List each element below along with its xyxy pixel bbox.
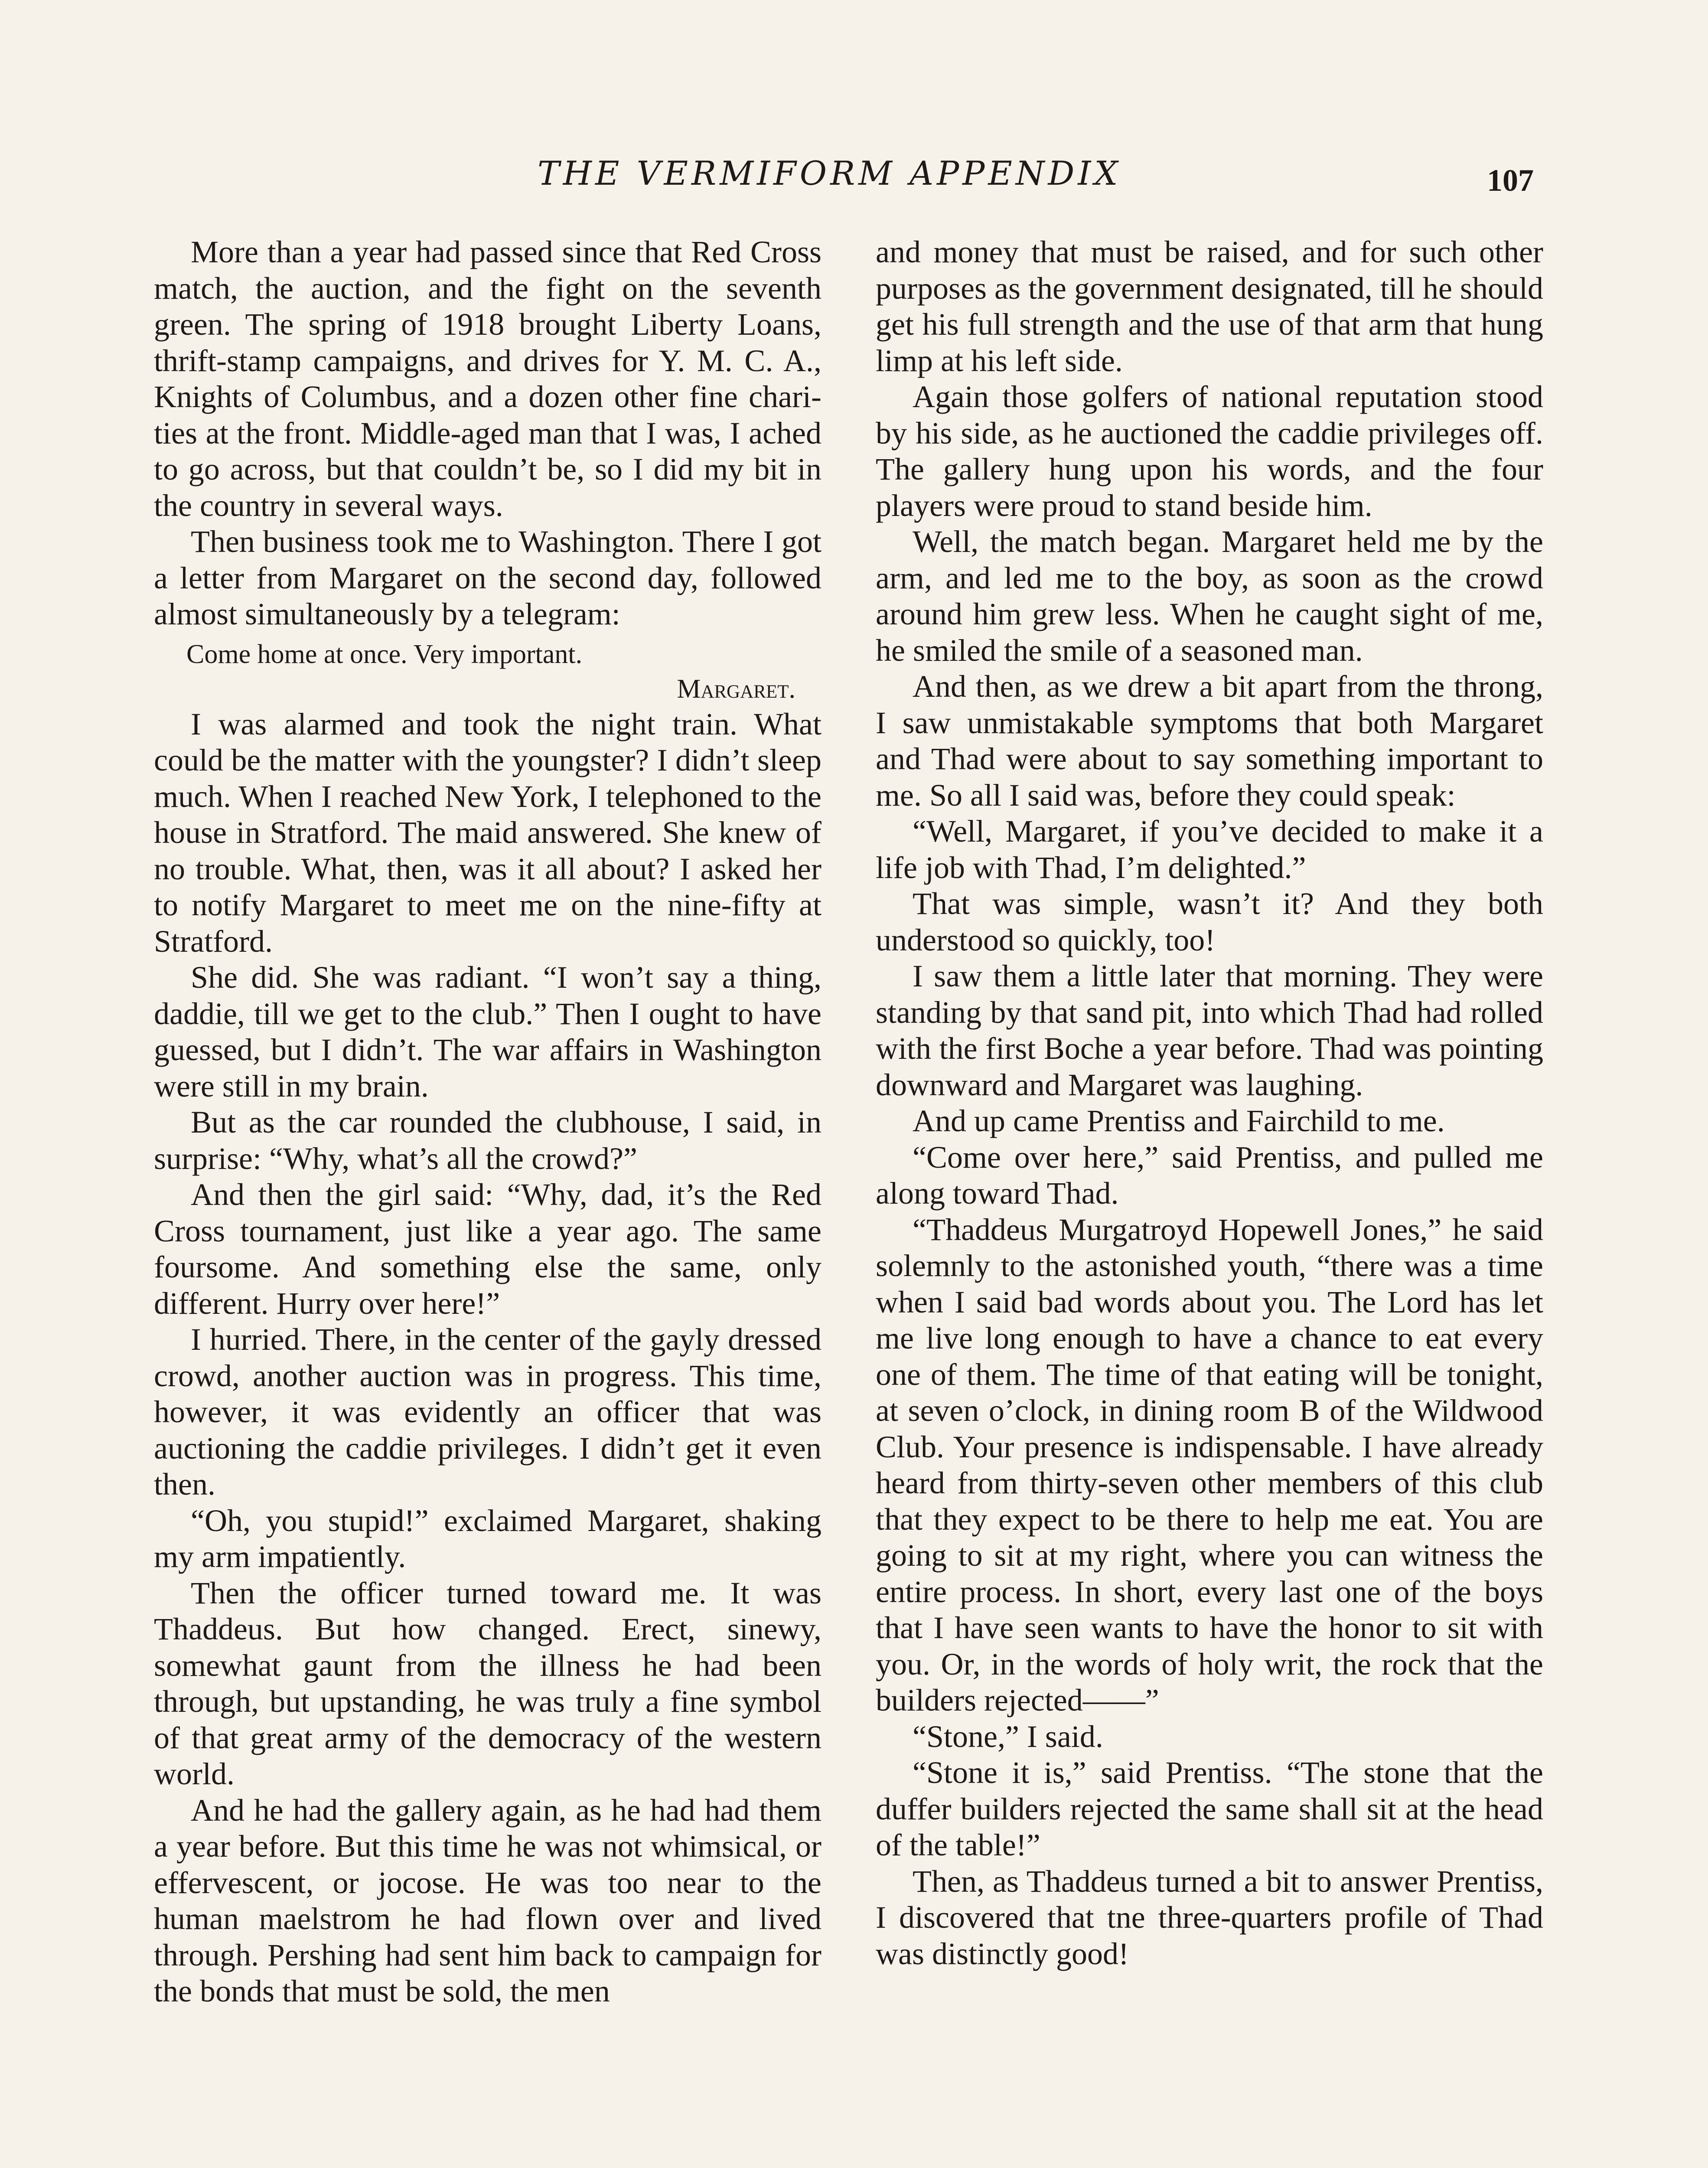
page-number: 107 <box>1487 163 1534 198</box>
paragraph: That was simple, wasn’t it? And they both understood so quickly, too! <box>876 886 1543 957</box>
paragraph: And he had the gallery again, as he had had them a year before. But this time he was not whimsical, or effervescent, or jocose. He was too near to the human maelstrom he had flown over and lived through. Pershing had sent him back to campaign for the bonds that must be sold, the men <box>154 1793 821 2008</box>
running-title: THE VERMIFORM APPENDIX <box>538 154 1121 193</box>
paragraph: And then, as we drew a bit apart from the throng, I saw unmistakable symptoms that both Margaret and Thad were about to say something important to me. So all I said was, before they could speak: <box>876 669 1543 813</box>
paragraph: Then, as Thaddeus turned a bit to answer Prentiss, I discovered that tne three-quarters profile of Thad was distinctly good! <box>876 1864 1543 1971</box>
paragraph: “Stone,” I said. <box>913 1719 1103 1754</box>
paragraph: “Stone it is,” said Prentiss. “The stone that the duffer builders rejected the same shall sit at the head of the table!” <box>876 1755 1543 1862</box>
telegram-signature: Margaret. <box>677 674 795 704</box>
telegram <box>154 637 821 706</box>
paragraph: I was alarmed and took the night train. What could be the matter with the youngster? I didn’t sleep much. When I reached New York, I telephoned to the house in Stratford. The maid answered. She knew of no trouble. What, then, was it all about? I asked her to notify Margaret to meet me on the nine-fifty at Stratford. <box>154 706 821 959</box>
telegram-body: Come home at once. Very important. <box>186 639 583 669</box>
paragraph: Then the officer turned toward me. It was Thaddeus. But how changed. Erect, sinewy, somewhat gaunt from the illness he had been through, but upstanding, he was truly a fine symbol of that great army of the democracy of the western world. <box>154 1575 821 1791</box>
paragraph: But as the car rounded the clubhouse, I said, in surprise: “Why, what’s all the crowd?” <box>154 1105 821 1176</box>
paragraph: Well, the match began. Margaret held me by the arm, and led me to the boy, as soon as the crowd around him grew less. When he caught sight of me, he smiled the smile of a seasoned man. <box>876 524 1543 668</box>
paragraph-continuation: and money that must be raised, and for such other purposes as the government designated, till he should get his full strength and the use of that arm that hung limp at his left side. <box>876 235 1543 378</box>
paragraph: “Thaddeus Murgatroyd Hopewell Jones,” he said solemnly to the astonished youth, “there was a time when I said bad words about you. The Lord has let me live long enough to have a chance to eat every one of them. The time of that eating will be tonight, at seven o’clock, in dining room B of the Wildwood Club. Your presence is indispensable. I have already heard from thirty-seven other members of this club that they expect to be there to help me eat. You are going to sit at my right, where you can witness the entire process. In short, every last one of the boys that I have seen wants to have the honor to sit with you. Or, in the words of holy writ, the rock that the builders rejected——” <box>876 1212 1543 1717</box>
paragraph: Again those golfers of national reputation stood by his side, as he auctioned the caddie privileges off. The gallery hung upon his words, and the four players were proud to stand beside him. <box>876 379 1543 523</box>
paragraph: And then the girl said: “Why, dad, it’s the Red Cross tournament, just like a year ago. The same foursome. And something else the same, only different. Hurry over here!” <box>154 1177 821 1321</box>
paragraph: More than a year had passed since that Red Cross match, the auction, and the fight on the seventh green. The spring of 1918 brought Liberty Loans, thrift-stamp campaigns, and drives for Y. M. C. A., Knights of Columbus, and a dozen other fine charities at the front. Middle-aged man that I was, I ached to go across, but that couldn’t be, so I did my bit in the country in several ways. <box>154 235 821 523</box>
paragraph: Then business took me to Washington. There I got a letter from Margaret on the second day, followed almost simultaneously by a telegram: <box>154 524 821 631</box>
paragraph: And up came Prentiss and Fairchild to me. <box>913 1104 1445 1138</box>
paragraph: “Come over here,” said Prentiss, and pulled me along toward Thad. <box>876 1140 1543 1211</box>
paragraph: I saw them a little later that morning. They were standing by that sand pit, into which Thad had rolled with the first Boche a year before. Thad was pointing downward and Margaret was laughing. <box>876 959 1543 1102</box>
right-column <box>876 234 1543 1972</box>
paragraph: I hurried. There, in the center of the gayly dressed crowd, another auction was in progress. This time, however, it was evidently an officer that was auctioning the caddie privileges. I didn’t get it even then. <box>154 1322 821 1502</box>
paragraph: “Well, Margaret, if you’ve decided to make it a life job with Thad, I’m delighted.” <box>876 814 1543 885</box>
left-column <box>154 234 821 2010</box>
paragraph: She did. She was radiant. “I won’t say a thing, daddie, till we get to the club.” Then I ought to have guessed, but I didn’t. The war affairs in Washington were still in my brain. <box>154 960 821 1104</box>
paragraph: “Oh, you stupid!” exclaimed Margaret, shaking my arm impatiently. <box>154 1503 821 1574</box>
